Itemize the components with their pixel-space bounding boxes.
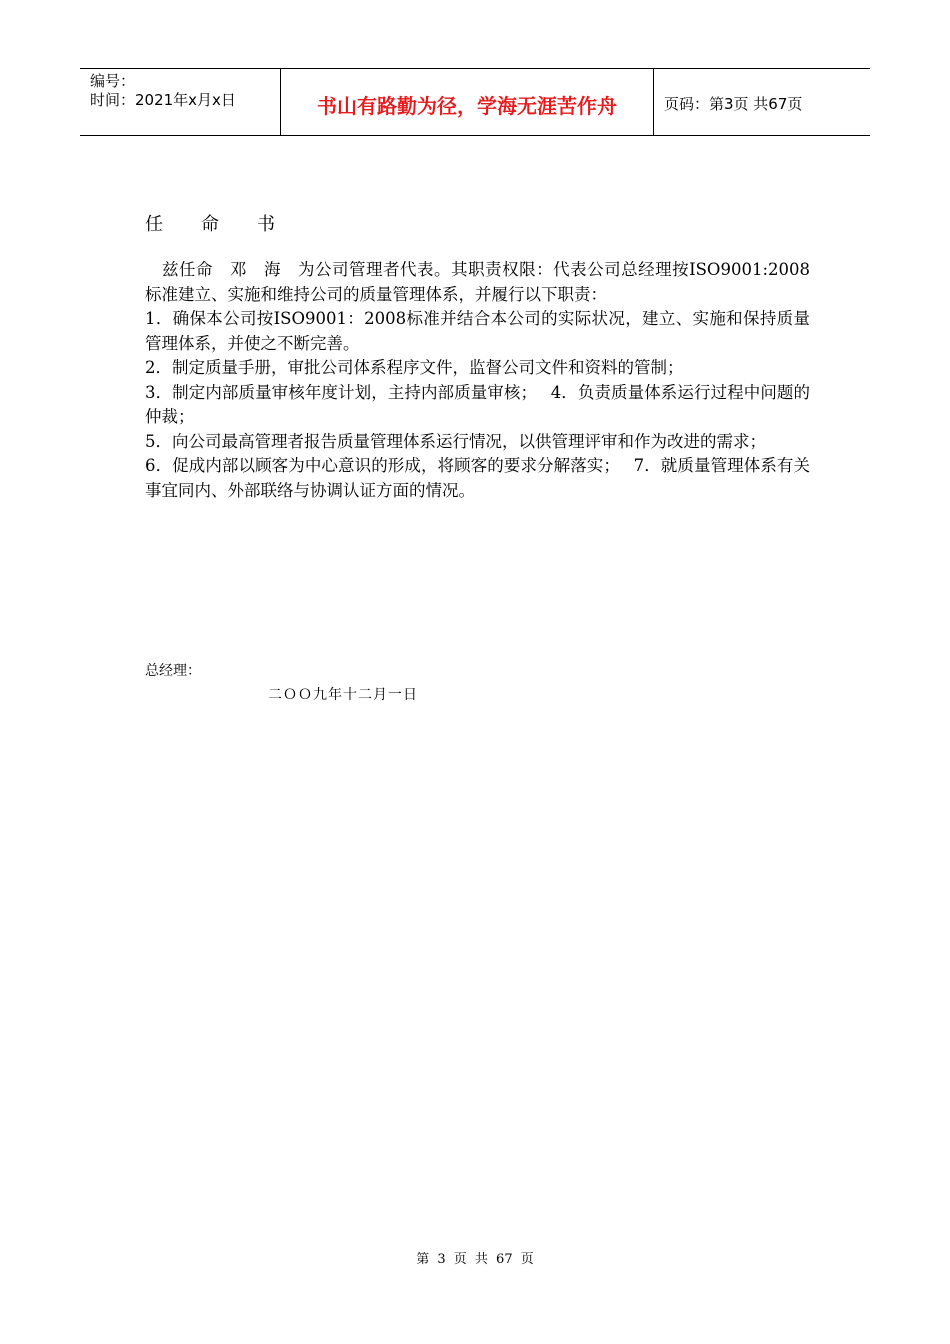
paragraph-duty-6-7: 6．促成内部以顾客为中心意识的形成，将顾客的要求分解落实； 7．就质量管理体系有关事宜同内、外部联络与协调认证方面的情况。 xyxy=(145,456,810,500)
paragraph-duty-3-4: 3．制定内部质量审核年度计划，主持内部质量审核； 4．负责质量体系运行过程中问题的仲裁； xyxy=(145,382,810,426)
document-number-label: 编号： xyxy=(90,72,136,90)
title-char: 命 xyxy=(201,214,219,235)
manager-signature-label: 总经理： xyxy=(145,663,201,679)
header-page-info: 页码：第3页 共67页 xyxy=(664,94,803,113)
document-time-label: 时间：2021年x月x日 xyxy=(90,91,236,109)
paragraph-duty-2: 2．制定质量手册，审批公司体系程序文件，监督公司文件和资料的管制； xyxy=(145,358,684,377)
header-motto: 书山有路勤为径，学海无涯苦作舟 xyxy=(281,69,654,135)
document-body xyxy=(145,258,810,503)
paragraph-duty-1: 1．确保本公司按ISO9001：2008标准并结合本公司的实际状况，建立、实施和保持质量管理体系，并使之不断完善。 xyxy=(145,309,810,353)
document-date: 二ＯＯ九年十二月一日 xyxy=(268,687,418,703)
title-char: 书 xyxy=(257,214,275,235)
paragraph-duty-5: 5．向公司最高管理者报告质量管理体系运行情况，以供管理评审和作为改进的需求； xyxy=(145,431,766,451)
header-meta xyxy=(80,69,281,135)
document-title xyxy=(145,210,313,236)
paragraph-intro: 兹任命 邓 海 为公司管理者代表。其职责权限：代表公司总经理按ISO9001:2008标准建立、实施和维持公司的质量管理体系，并履行以下职责： xyxy=(145,260,810,304)
page-footer: 第 3 页 共 67 页 xyxy=(416,1252,534,1267)
page-header xyxy=(80,68,870,136)
title-char: 任 xyxy=(145,214,163,235)
